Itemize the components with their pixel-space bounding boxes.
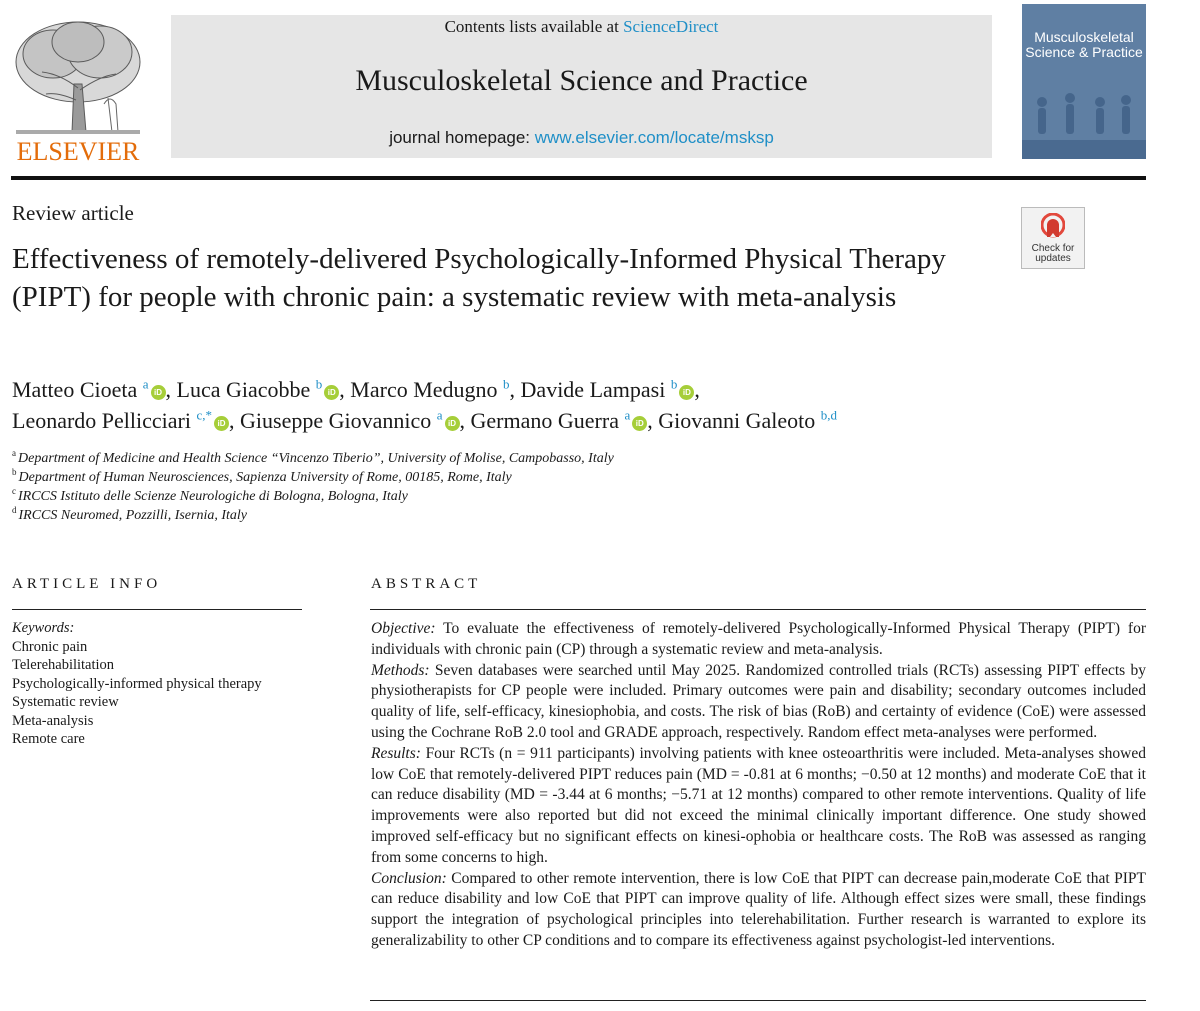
check-updates-line2: updates	[1035, 253, 1071, 264]
affiliation-letter: d	[12, 505, 17, 516]
homepage-link[interactable]: www.elsevier.com/locate/msksp	[534, 128, 774, 147]
abstract-objective	[371, 619, 1146, 661]
article-type: Review article	[12, 201, 134, 225]
journal-cover[interactable]	[1022, 4, 1146, 159]
author-name: Luca Giacobbe	[176, 377, 311, 402]
author-separator: ,	[694, 377, 700, 402]
author-name: Marco Medugno	[350, 377, 498, 402]
affiliation-letter: a	[12, 448, 16, 459]
orcid-icon[interactable]: iD	[151, 385, 166, 400]
author-name: Davide Lampasi	[520, 377, 666, 402]
check-for-updates-button[interactable]	[1021, 207, 1085, 269]
article-title: Effectiveness of remotely-delivered Psychologically-Informed Physical Therapy (PIPT) for people with chronic pain: a systematic review with meta-analysis	[12, 243, 946, 313]
keyword: Telerehabilitation	[12, 657, 115, 673]
orcid-icon[interactable]: iD	[679, 385, 694, 400]
check-updates-label	[1022, 244, 1084, 264]
author[interactable]	[471, 408, 659, 433]
author-affiliation-mark[interactable]: a	[624, 407, 631, 423]
keywords-list	[12, 619, 312, 749]
abstract-rule	[370, 609, 1146, 610]
cover-title-line2: Science & Practice	[1025, 44, 1143, 60]
author[interactable]	[12, 408, 240, 433]
author[interactable]	[177, 377, 351, 402]
author-affiliation-mark[interactable]: c,*	[196, 407, 213, 423]
check-updates-line1: Check for	[1031, 243, 1075, 254]
abstract-methods	[371, 661, 1146, 744]
abstract-heading: ABSTRACT	[371, 576, 482, 592]
affiliation-letter: c	[12, 486, 16, 497]
contents-line	[171, 17, 992, 37]
author-name: Giuseppe Giovannico	[240, 408, 432, 433]
author-list	[12, 374, 1112, 436]
author-separator: ,	[459, 408, 471, 433]
cover-title	[1022, 30, 1146, 60]
author[interactable]	[12, 377, 177, 402]
abstract-section-label: Objective:	[371, 620, 436, 637]
contents-prefix: Contents lists available at	[444, 17, 624, 36]
author[interactable]	[240, 408, 471, 433]
affiliation	[12, 487, 912, 506]
affiliation	[12, 506, 912, 525]
article-info-rule	[12, 609, 302, 610]
publisher-wordmark: ELSEVIER	[16, 137, 140, 166]
keyword: Remote care	[12, 731, 85, 747]
abstract-section-text: Four RCTs (n = 911 participants) involving patients with knee osteoarthritis were included. Meta-analyses showed low CoE that remotely-delivered PIPT reduces pain (MD = -0.81 at 6 months; −0.50 at 12 months) and moderate CoE that it can reduce disability (MD = -3.44 at 6 months; −5.71 at 12 months) compared to other remote interventions. Quality of life improvements were also reported but did not exceed the minimal clinically important difference. One study showed improved self-efficacy but no significant effects on kinesi-ophobia or healthcare costs. The RoB was assessed as ranging from some concerns to high.	[371, 744, 1146, 866]
author-name: Matteo Cioeta	[12, 377, 138, 402]
elsevier-tree-icon	[8, 14, 148, 166]
abstract-results	[371, 744, 1146, 869]
orcid-icon[interactable]: iD	[445, 416, 460, 431]
journal-title: Musculoskeletal Science and Practice	[355, 64, 808, 97]
affiliation-text: Department of Medicine and Health Science “Vincenzo Tiberio”, University of Molise, Campobasso, Italy	[18, 451, 614, 466]
abstract-section-label: Methods:	[371, 661, 430, 679]
author-affiliation-mark[interactable]: a	[142, 376, 149, 392]
keyword: Meta-analysis	[12, 712, 94, 729]
affiliation	[12, 468, 912, 487]
author[interactable]	[350, 377, 520, 402]
abstract-conclusion	[371, 869, 1146, 952]
author-separator: ,	[165, 377, 177, 402]
affiliation-text: IRCCS Neuromed, Pozzilli, Isernia, Italy	[18, 508, 248, 523]
author-name: Leonardo Pellicciari	[12, 408, 191, 433]
cover-figures-icon	[1022, 62, 1146, 159]
article-info-heading: ARTICLE INFO	[12, 576, 162, 592]
homepage-line	[171, 128, 992, 148]
abstract-section-label: Results:	[371, 744, 421, 762]
abstract-section-text: Compared to other remote intervention, there is low CoE that PIPT can decrease pain,moderate CoE that PIPT can reduce disability and low CoE that PIPT can improve quality of life. Although effect sizes were small, these findings support the integration of psychological principles into telerehabilitation. Further research is warranted to explore its generalizability to other CP conditions and to compare its effectiveness against psychologist-led interventions.	[371, 869, 1146, 949]
publisher-logo[interactable]	[8, 14, 148, 166]
abstract-body	[371, 619, 1146, 952]
affiliation	[12, 449, 912, 468]
sciencedirect-link[interactable]: ScienceDirect	[623, 17, 719, 36]
abstract-bottom-rule	[370, 1000, 1146, 1001]
affiliation-text: IRCCS Istituto delle Scienze Neurologiche di Bologna, Bologna, Italy	[18, 489, 408, 504]
author[interactable]	[521, 377, 700, 402]
abstract-section-text: To evaluate the effectiveness of remotely-delivered Psychologically-Informed Physical Therapy (PIPT) for individuals with chronic pain (CP) through a systematic review and meta-analysis.	[371, 620, 1146, 658]
keyword: Chronic pain	[12, 638, 88, 655]
orcid-icon[interactable]: iD	[324, 385, 339, 400]
author-affiliation-mark[interactable]: b	[315, 376, 323, 392]
abstract-section-text: Seven databases were searched until May 2025. Randomized controlled trials (RCTs) assessing PIPT effects by physiotherapists for CP people were included. Primary outcomes were pain and disability; secondary outcomes included quality of life, self-efficacy, kinesiophobia, and costs. The risk of bias (RoB) and certainty of evidence (CoE) were assessed using the Cochrane RoB 2.0 tool and GRADE approach, respectively. Random effect meta-analyses were performed.	[371, 661, 1147, 741]
cover-title-line1: Musculoskeletal	[1034, 29, 1134, 45]
keyword: Systematic review	[12, 694, 119, 710]
homepage-prefix: journal homepage:	[389, 128, 535, 147]
orcid-icon[interactable]: iD	[214, 416, 229, 431]
affiliations	[12, 449, 912, 525]
author-separator: ,	[229, 408, 241, 433]
author[interactable]	[658, 408, 837, 433]
author-affiliation-mark[interactable]: b	[503, 376, 510, 392]
check-updates-icon	[1041, 213, 1065, 241]
author-name: Giovanni Galeoto	[658, 408, 816, 433]
author-affiliation-mark[interactable]: a	[436, 407, 443, 423]
keyword: Psychologically-informed physical therapy	[12, 675, 262, 692]
abstract-section-label: Conclusion:	[371, 869, 447, 887]
keywords-label: Keywords:	[12, 620, 75, 636]
affiliation-text: Department of Human Neurosciences, Sapienza University of Rome, 00185, Rome, Italy	[18, 470, 512, 485]
orcid-icon[interactable]: iD	[632, 416, 647, 431]
header-rule	[11, 176, 1146, 180]
author-name: Germano Guerra	[470, 408, 619, 433]
author-separator: ,	[509, 377, 521, 402]
author-separator: ,	[647, 408, 659, 433]
author-affiliation-mark[interactable]: b	[670, 376, 678, 392]
author-affiliation-mark[interactable]: b,d	[820, 407, 838, 423]
affiliation-letter: b	[12, 467, 17, 478]
author-separator: ,	[339, 377, 351, 402]
